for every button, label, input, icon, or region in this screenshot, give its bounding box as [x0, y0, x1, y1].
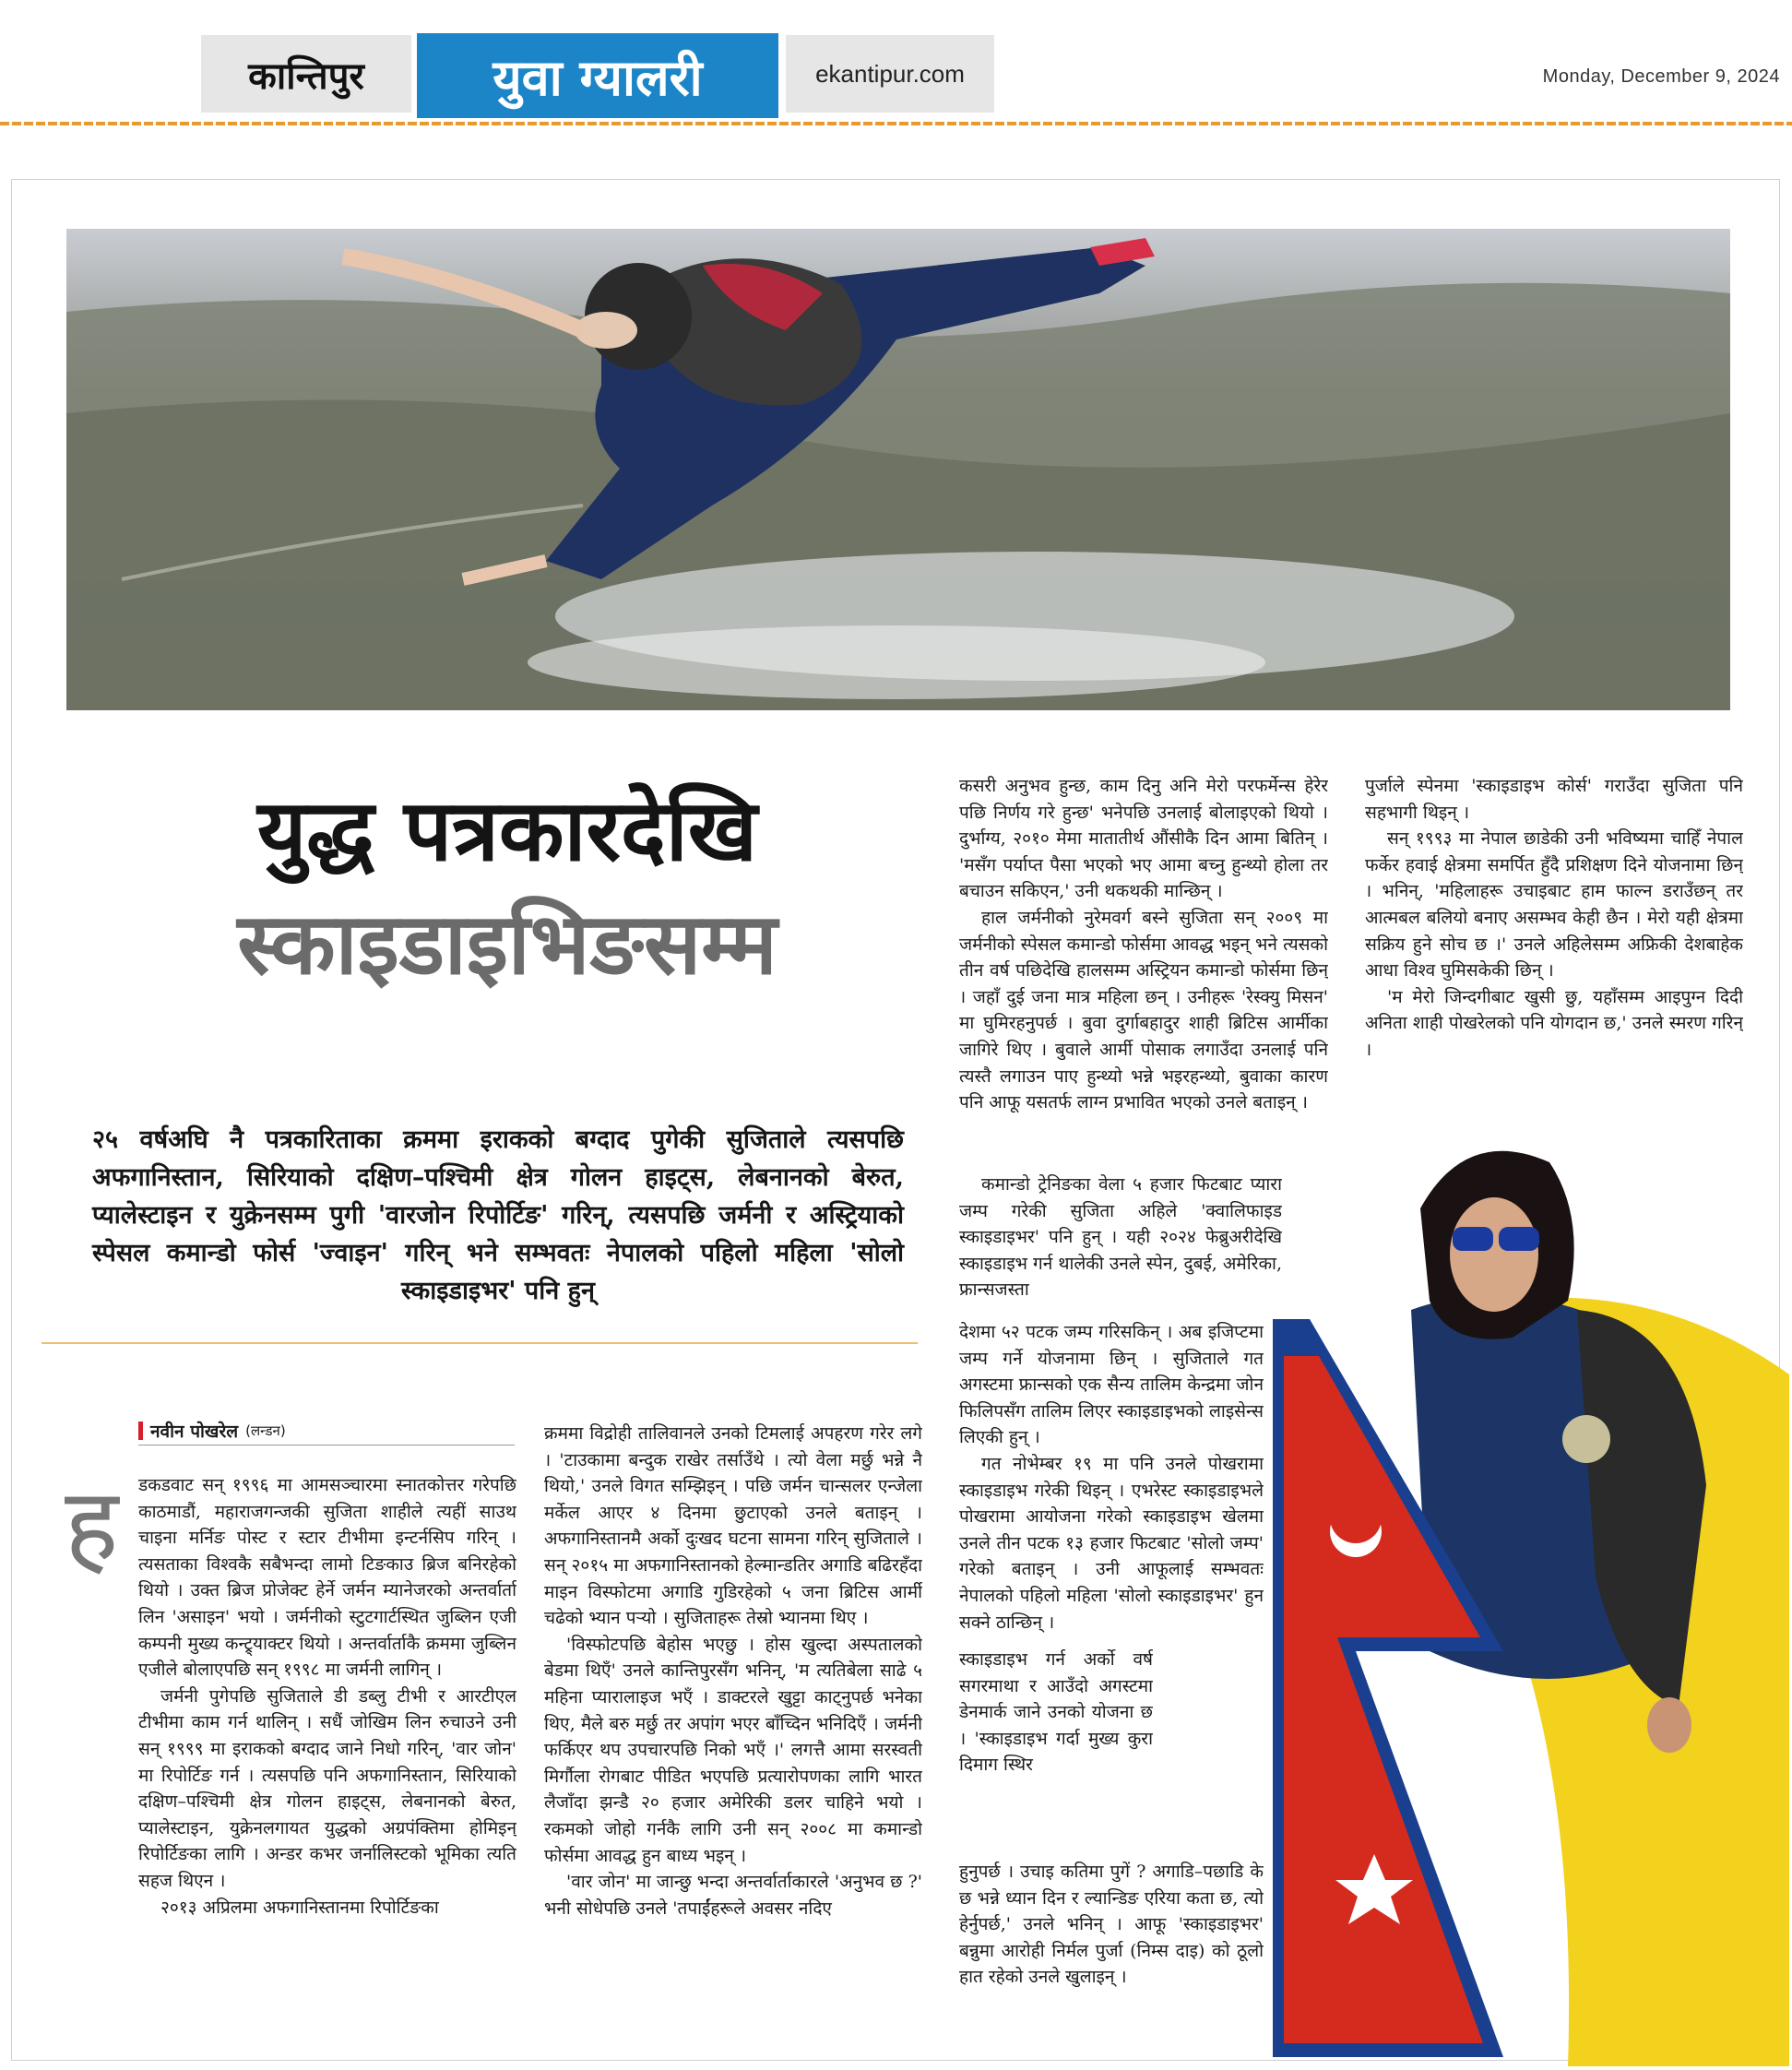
body-column-3-part-3: [959, 1319, 1264, 1647]
paragraph: पुर्जाले स्पेनमा 'स्काइडाइभ कोर्स' गराउँदा सुजिता पनि सहभागी थिइन् ।: [1365, 776, 1743, 823]
byline-author: नवीन पोखरेल: [150, 1422, 239, 1442]
body-column-2: [544, 1421, 922, 2020]
hero-photo-skydiver: [66, 229, 1730, 710]
paragraph: डकडवाट सन् १९९६ मा आमसञ्चारमा स्नातकोत्तर गरेपछि काठमाडौं, महाराजगन्जकी सुजिता शाहीले त्यहीं साउथ चाइना मर्निङ पोस्ट र स्टार टीभीमा इन्टर्नसिप गरिन् । त्यसताका विश्वकै सबैभन्दा लामो टिङकाउ ब्रिज बनिरहेको थियो । उक्त ब्रिज प्रोजेक्ट हेर्ने जर्मन म्यानेजरको अन्तर्वार्ता लिन 'असाइन' भयो । जर्मनीको स्टुटगार्टस्थित जुब्लिन एजी कम्पनी मुख्य कन्ट्र्याक्टर थियो । अन्तर्वार्ताकै क्रममा जुब्लिन एजीले बोलाएपछि सन् १९९८ मा जर्मनी लागिन् ।: [138, 1475, 516, 1681]
body-column-3: [959, 773, 1328, 1172]
issue-date: Monday, December 9, 2024: [1542, 66, 1780, 87]
headline-line-2: स्काइडाइभिङसम्म: [237, 895, 777, 994]
body-column-3-part-2: [959, 1172, 1282, 1319]
section-title: युवा ग्यालरी: [417, 33, 778, 118]
masthead-divider: [0, 122, 1792, 125]
summary-divider: [42, 1342, 918, 1344]
body-column-1: [138, 1472, 516, 2016]
paragraph: २०१३ अप्रिलमा अफगानिस्तानमा रिपोर्टिङका: [160, 1897, 439, 1918]
paragraph: हुनुपर्छ । उचाइ कतिमा पुगें ? अगाडि–पछाडि के छ भन्ने ध्यान दिन र ल्यान्डिङ एरिया कता छ, त्यो हेर्नुपर्छ,' उनले भनिन् । आफू 'स्काइडाइभर' बन्नुमा आरोही निर्मल पुर्जा (निम्स दाइ) को ठूलो हात रहेको उनले खुलाइन् ।: [959, 1862, 1264, 1988]
byline-location: (लन्डन): [245, 1422, 286, 1439]
drop-cap: ह: [65, 1466, 119, 1584]
paragraph: हाल जर्मनीको नुरेमवर्ग बस्ने सुजिता सन् २००९ मा जर्मनीको स्पेसल कमान्डो फोर्समा आवद्ध भइन् भने त्यसको तीन वर्ष पछिदेखि हालसम्म अस्ट्रियन कमान्डो फोर्समा छिन् । जहाँ दुई जना मात्र महिला छन् । उनीहरू 'रेस्क्यु मिसन' मा घुमिरहनुपर्छ । बुवा दुर्गाबहादुर शाही ब्रिटिस आर्मीका जागिरे थिए । बुवाले आर्मी पोसाक लगाउँदा उनलाई पनि त्यस्तै लगाउन पाए हुन्थ्यो भन्ने भइरहन्थ्यो, बुवाका कारण पनि आफू यसतर्फ लाग्न प्रभावित भएको उनले बताइन् ।: [959, 907, 1328, 1113]
byline: [138, 1419, 286, 1443]
paragraph: जर्मनी पुगेपछि सुजिताले डी डब्लु टीभी र आरटीएल टीभीमा काम गर्न थालिन् । सधैं जोखिम लिन रुचाउने उनी सन् १९९९ मा इराकको बग्दाद जाने निधो गरिन्, 'वार जोन' मा रिपोर्टिङ गर्न । त्यसपछि पनि अफगानिस्तान, सिरियाको दक्षिण–पश्चिमी क्षेत्र गोलन हाइट्स, लेबनानको बेरुत, प्यालेस्टाइन, युक्रेनलगायत युद्धको अग्रपंक्तिमा होमिइन् रिपोर्टिङका लागि । अन्डर कभर जर्नालिस्टको भूमिका त्यति सहज थिएन ।: [138, 1685, 516, 1891]
paragraph: कसरी अनुभव हुन्छ, काम दिनु अनि मेरो परफर्मेन्स हेरेर पछि निर्णय गरे हुन्छ' भनेपछि उनलाई बोलाइएको थियो । दुर्भाग्य, २०१० मेमा मातातीर्थ औंसीकै दिन आमा बितिन् । 'मसँग पर्याप्त पैसा भएको भए आमा बच्नु हुन्थ्यो होला तर बचाउन सकिएन,' उनी थकथकी मान्छिन् ।: [959, 776, 1328, 902]
summary-deck: २५ वर्षअघि नै पत्रकारिताका क्रममा इराकको बग्दाद पुगेकी सुजिताले त्यसपछि अफगानिस्तान, सिरियाको दक्षिण–पश्चिमी क्षेत्र गोलन हाइट्स, लेबनानको बेरुत, प्यालेस्टाइन र युक्रेनसम्म पुगी 'वारजोन रिपोर्टिङ' गरिन्, त्यसपछि जर्मनी र अस्ट्रियाको स्पेसल कमान्डो फोर्स 'ज्वाइन' गरिन् भने सम्भवतः नेपालको पहिलो महिला 'सोलो स्काइडाइभर' पनि हुन्: [92, 1125, 904, 1305]
headline: [74, 781, 941, 994]
paragraph: 'विस्फोटपछि बेहोस भएछु । होस खुल्दा अस्पतालको बेडमा थिएँ' उनले कान्तिपुरसँग भनिन्, 'म त्यतिबेला साढे ५ महिना प्यारालाइज भएँ । डाक्टरले खुट्टा काट्नुपर्छ भनेका थिए, मैले बरु मर्छु तर अपांग भएर बाँच्दिन भनिदिएँ । जर्मनी फर्किएर थप उपचारपछि निको भएँ ।' लगत्तै आमा सरस्वती मिर्गौला रोगबाट पीडित भएपछि प्रत्यारोपणका लागि भारत लैजाँदा झन्डै २० हजार अमेरिकी डलर चाहिने भयो । रकमको जोहो गर्नकै लागि उनी सन् २००८ मा कमान्डो फोर्समा आवद्ध हुन बाध्य भइन् ।: [544, 1634, 922, 1866]
paragraph: देशमा ५२ पटक जम्प गरिसकिन् । अब इजिप्टमा जम्प गर्ने योजनामा छिन् । सुजिताले गत अगस्टमा फ्रान्सको एक सैन्य तालिम केन्द्रमा जोन फिलिपसँग तालिम लिएर स्काइडाइभको लाइसेन्स लिएकी हुन् ।: [959, 1322, 1264, 1448]
masthead: [0, 0, 1792, 129]
brand-logo: कान्तिपुर: [201, 35, 411, 113]
paragraph: 'म मेरो जिन्दगीबाट खुसी छु, यहाँसम्म आइपुग्न दिदी अनिता शाही पोखरेलको पनि योगदान छ,' उनले स्मरण गरिन् ।: [1365, 986, 1743, 1060]
body-column-4: [1365, 773, 1743, 1105]
paragraph: स्काइडाइभ गर्न अर्को वर्ष सगरमाथा र आउँदो अगस्टमा डेनमार्क जाने उनको योजना छ । 'स्काइडाइभ गर्दा मुख्य कुरा दिमाग स्थिर: [959, 1649, 1153, 1776]
body-column-3-part-4: [959, 1647, 1153, 1859]
headline-line-1: युद्ध पत्रकारदेखि: [257, 781, 757, 880]
paragraph: कमान्डो ट्रेनिङका वेला ५ हजार फिटबाट प्यारा जम्प गरेकी सुजिता अहिले 'क्वालिफाइड स्काइडाइभर' पनि हुन् । यही २०२४ फेब्रुअरीदेखि स्काइडाइभ गर्न थालेकी उनले स्पेन, दुबई, अमेरिका, फ्रान्सजस्ता: [959, 1174, 1282, 1301]
body-column-3-part-5: [959, 1859, 1264, 2034]
site-url[interactable]: ekantipur.com: [786, 35, 994, 113]
paragraph: सन् १९९३ मा नेपाल छाडेकी उनी भविष्यमा चाहिँ नेपाल फर्केर हवाई क्षेत्रमा समर्पित हुँदै प्रशिक्षण दिने योजनामा छिन् । भनिन्, 'महिलाहरू उचाइबाट हाम फाल्न डराउँछन् तर आत्मबल बलियो बनाए असम्भव केही छैन । मेरो यही क्षेत्रमा सक्रिय हुने सोच छ ।' उनले अहिलेसम्म अफ्रिकी देशबाहेक आधा विश्व घुमिसकेकी छिन् ।: [1365, 828, 1743, 981]
byline-marker: [138, 1422, 143, 1440]
paragraph: गत नोभेम्बर १९ मा पनि उनले पोखरामा स्काइडाइभ गरेकी थिइन् । एभरेस्ट स्काइडाइभले पोखरामा आयोजना गरेको स्काइडाइभ खेलमा उनले तीन पटक १३ हजार फिटबाट 'सोलो जम्प' गरेको बताइन् । उनी आफूलाई सम्भवतः नेपालको पहिलो महिला 'सोलो स्काइडाइभर' हुन सक्ने ठान्छिन् ।: [959, 1453, 1264, 1633]
portrait-photo-with-flag: [1273, 1135, 1789, 2066]
paragraph: 'वार जोन' मा जान्छु भन्दा अन्तर्वार्ताकारले 'अनुभव छ ?' भनी सोधेपछि उनले 'तपाईंहरूले अवसर नदिए: [544, 1872, 922, 1919]
paragraph: क्रममा विद्रोही तालिवानले उनको टिमलाई अपहरण गरेर लगे । 'टाउकामा बन्दुक राखेर तर्साउँथे । त्यो वेला मर्छु भन्ने नै थियो,' उनले विगत सम्झिइन् । पछि जर्मन चान्सलर एन्जेला मर्केल आएर ४ दिनमा छुटाएको उनले बताइन् । अफगानिस्तानमै अर्को दुःखद घटना सामना गरिन् सुजिताले । सन् २०१५ मा अफगानिस्तानको हेल्मान्डतिर अगाडि बढिरहँदा माइन विस्फोटमा अगाडि गुडिरहेको ५ जना ब्रिटिस आर्मी चढेको भ्यान पऱ्यो । सुजिताहरू तेस्रो भ्यानमा थिए ।: [544, 1423, 922, 1629]
